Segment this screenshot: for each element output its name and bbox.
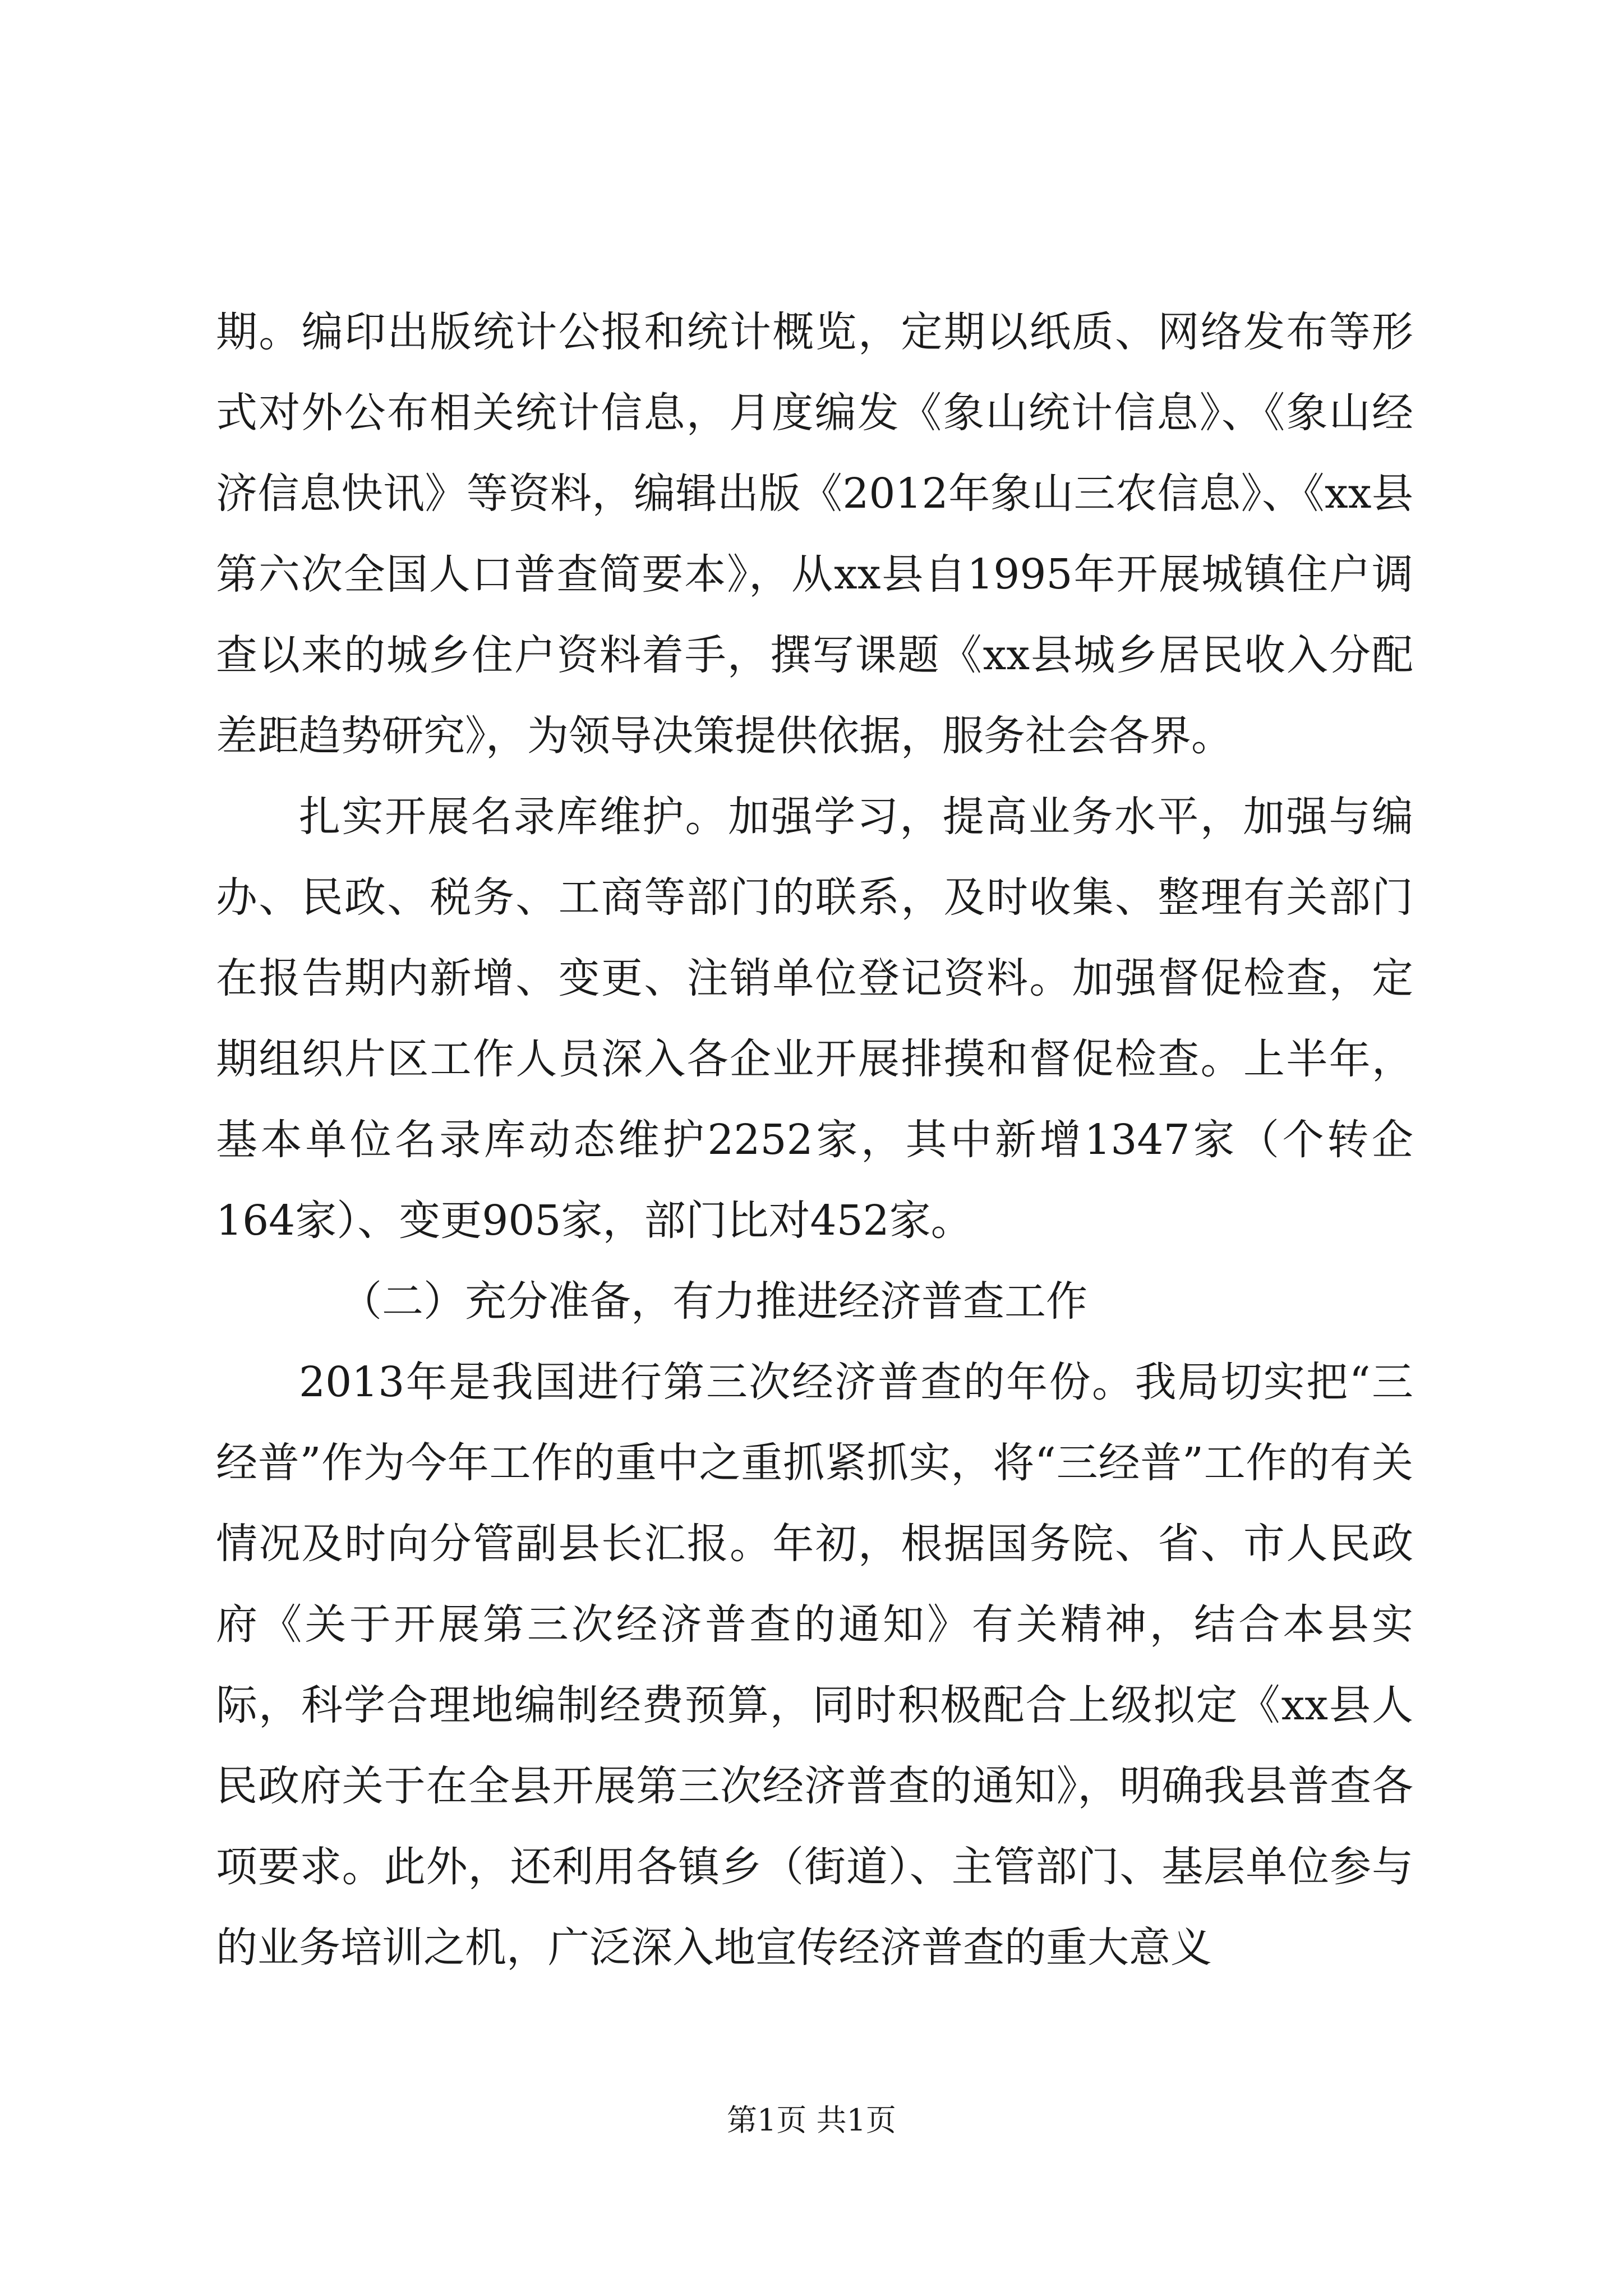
paragraph-directory-maintenance: 扎实开展名录库维护。加强学习，提高业务水平，加强与编办、民政、税务、工商等部门的联系，及时收集、整理有关部门在报告期内新增、变更、注销单位登记资料。加强督促检查，定期组织片区工作人员深入各企业开展排摸和督促检查。上半年，基本单位名录库动态维护2252家，其中新增1347家（个转企164家）、变更905家，部门比对452家。 (216, 793, 1413, 1245)
page-footer: 第1页 共1页 (727, 2102, 896, 2138)
section-heading: （二）充分准备，有力推进经济普查工作 (340, 1277, 1087, 1326)
paragraph-continuation: 期。编印出版统计公报和统计概览，定期以纸质、网络发布等形式对外公布相关统计信息，月度编发《象山统计信息》、《象山经济信息快讯》等资料，编辑出版《2012年象山三农信息》、《xx县第六次全国人口普查简要本》，从xx县自1995年开展城镇住户调查以来的城乡住户资料着手，撰写课题《xx县城乡居民收入分配差距趋势研究》，为领导决策提供依据，服务社会各界。 (216, 308, 1413, 760)
document-body (216, 292, 1413, 1988)
paragraph-economic-census: 2013年是我国进行第三次经济普查的年份。我局切实把“三经普”作为今年工作的重中之重抓紧抓实，将“三经普”工作的有关情况及时向分管副县长汇报。年初，根据国务院、省、市人民政府《关于开展第三次经济普查的通知》有关精神，结合本县实际，科学合理地编制经费预算，同时积极配合上级拟定《xx县人民政府关于在全县开展第三次经济普查的通知》，明确我县普查各项要求。此外，还利用各镇乡（街道）、主管部门、基层单位参与的业务培训之机，广泛深入地宣传经济普查的重大意义 (216, 1358, 1413, 1972)
